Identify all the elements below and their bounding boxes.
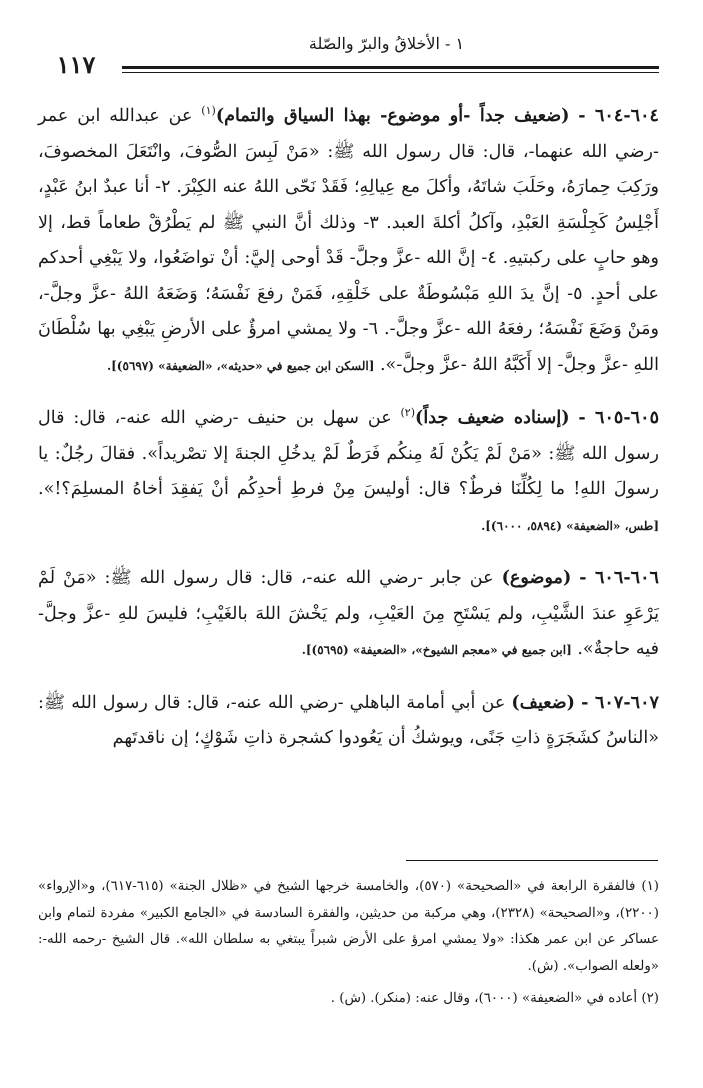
footnotes [38, 874, 659, 1019]
hadith-grade: (إسناده ضعيف جداً) [415, 407, 570, 428]
header-rule [122, 66, 659, 69]
hadith-606 [38, 560, 659, 669]
hadith-grade: (ضعيف) [511, 691, 576, 713]
hadith-number: ٦٠٦-٦٠٦ - [579, 567, 659, 588]
page-body [38, 98, 659, 774]
hadith-text: عن عبدالله ابن عمر -رضي الله عنهما-، قال: قال رسول الله ﷺ: «مَنْ لَبِسَ الصُّوفَ، وانْتَعَلَ المخصوفَ، ورَكِبَ حِمارَهُ، وحَلَبَ شاتَهُ، وأكلَ مع عِيالِهِ؛ فَقَدْ نَحّى اللهُ عنه الكِبْرَ. ٢- أنا عبدٌ ابنُ عَبْدٍ، أَجْلِسُ كَجِلْسَةِ العَبْدِ، وآكلُ أكلةَ العبد. ٣- وذلك أنَّ النبي ﷺ لم يَطْرُقْ طعاماً قط، إلا وهو حابٍ على ركبتيهِ. ٤- إنَّ الله -عزَّ وجلَّ- قَدْ أوحى إليَّ: أنْ تواضَعُوا، ولا يَبْغِي أحدكم على أحدٍ. ٥- إنَّ يدَ اللهِ مَبْسُوطَةٌ على خَلْقِهِ، فَمَنْ رفعَ نَفْسَهُ؛ وَضَعَهُ اللهُ -عزَّ وجلَّ-، ومَنْ وَضَعَ نَفْسَهُ؛ رفعَهُ الله -عزَّ وجلَّ-. ٦- ولا يمشي امرؤٌ على الأرضِ يَبْغِي بها سُلْطَانَ اللهِ -عزَّ وجلَّ- إلا أَكَبَّهُ اللهُ -عزَّ وجلَّ-». [38, 106, 660, 375]
hadith-grade: (ضعيف جداً -أو موضوع- بهذا السياق والتمام) [215, 105, 570, 126]
hadith-text: عن سهل بن حنيف -رضي الله عنه-، قال: قال رسول الله ﷺ: «مَنْ لَمْ يَكُنْ لَهُ مِنكُم فَرَطٌ لَمْ يدخُلِ الجنةَ إلا تصْريداً». فقالَ رجُلٌ: يا رسولَ اللهِ! ما لِكُلِّنَا فرطٌ؟ قال: أوليسَ مِنْ فرطِ أحدِكُم أنْ يَفقِدَ أخاهُ المسلِمَ؟!». [38, 408, 659, 499]
footnote-ref[interactable]: (١) [201, 104, 216, 118]
hadith-text: عن أبي أمامة الباهلي -رضي الله عنه-، قال: قال رسول الله ﷺ: «الناسُ كشَجَرَةٍ ذاتِ جَنًى، ويوشكُ أن يَعُودوا كشجرة ذاتِ شَوْكٍ؛ إن ناقدتَهم [38, 692, 659, 748]
footnote-separator [406, 860, 658, 861]
hadith-source: [السكن ابن جميع في «حديثه»، «الضعيفة» (٥٦٩٧)]. [106, 358, 375, 373]
hadith-source: [طس، «الضعيفة» (٥٨٩٤، ٦٠٠٠)]. [481, 518, 659, 533]
footnote-2: (٢) أعاده في «الضعيفة» (٦٠٠٠)، وقال عنه: (منكر). (ش) . [330, 991, 659, 1006]
footnote-ref[interactable]: (٢) [400, 406, 416, 420]
page-number: ١١٧ [56, 50, 96, 79]
footnote-1: (١) فالفقرة الرابعة في «الصحيحة» (٥٧٠)، والخامسة خرجها الشيخ في «ظلال الجنة» (٦١٥-٦١٧)، و«الإرواء» (٢٢٠٠)، و«الصحيحة» (٢٣٢٨)، وهي مركبة من حديثين، والفقرة السادسة في «الجامع الكبير» مفردة لتمام وابن عساكر عن ابن عمر هكذا: «ولا يمشي امرؤ على الأرض شبراً يبتغي به سلطان الله». قال الشيخ -رحمه الله-: «ولعله الصواب». (ش). [38, 879, 660, 974]
hadith-607 [38, 685, 659, 758]
hadith-text: عن جابر -رضي الله عنه-، قال: قال رسول الله ﷺ: «مَنْ لَمْ يَرْعَوِ عندَ الشَّيْبِ، ولم يَسْتَحِ مِنَ العَيْبِ، ولم يَخْشَ اللهَ بالغَيْبِ؛ فليسَ للهِ -عزَّ وجلَّ- فيه حاجةٌ». [38, 568, 659, 659]
hadith-grade: (موضوع) [501, 567, 572, 588]
hadith-605 [38, 400, 659, 544]
hadith-number: ٦٠٧-٦٠٧ - [581, 691, 659, 713]
page-header [34, 28, 659, 78]
header-rule-thin [122, 72, 659, 73]
hadith-604 [38, 98, 659, 384]
hadith-number: ٦٠٥-٦٠٥ - [578, 407, 660, 428]
hadith-source: [ابن جميع في «معجم الشيوخ»، «الضعيفة» (٥٦٩٥)]. [301, 643, 572, 657]
running-title: ١ - الأخلاقُ والبرّ والصّلة [308, 34, 465, 53]
hadith-number: ٦٠٤-٦٠٤ - [578, 105, 659, 126]
